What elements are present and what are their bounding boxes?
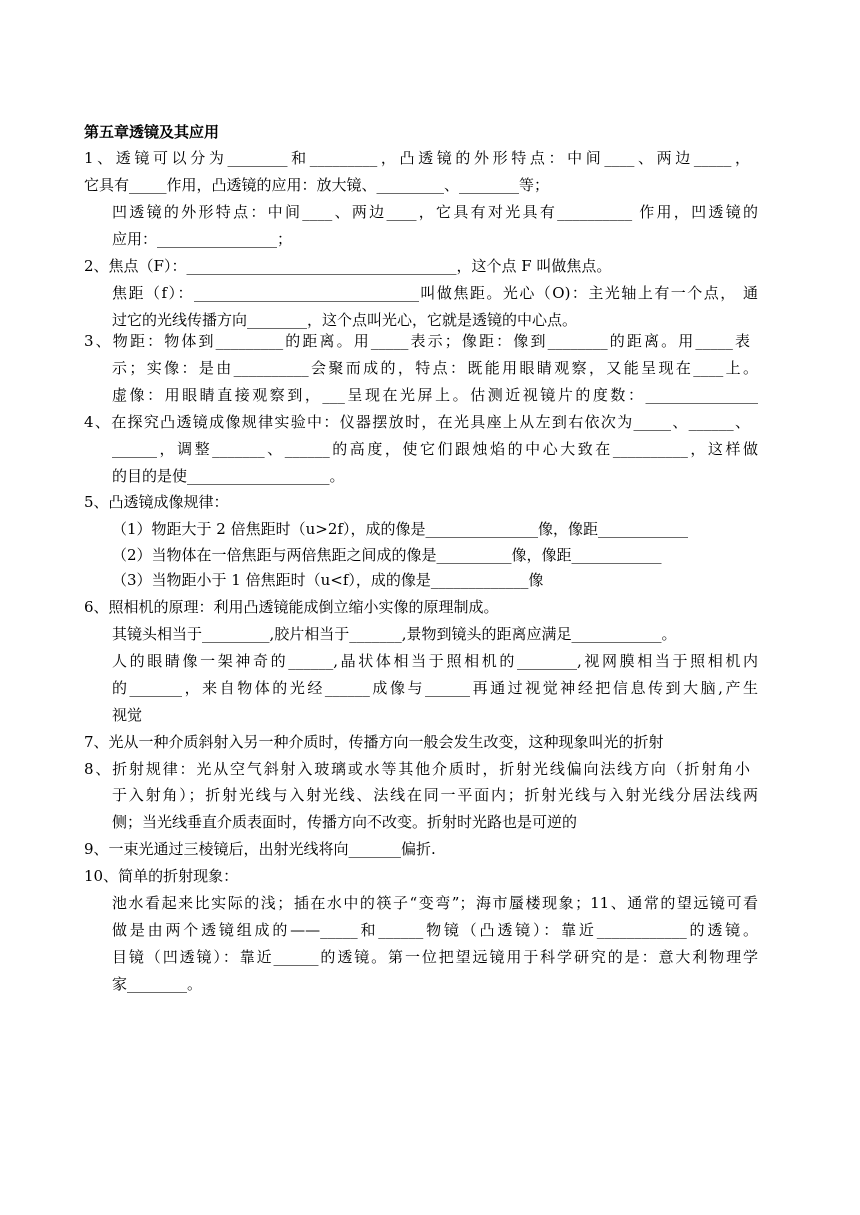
text-line: 人的眼睛像一架神奇的______,晶状体相当于照相机的________,视网膜相当于照相机内 xyxy=(112,652,758,670)
text-line: 5、凸透镜成像规律： xyxy=(84,493,229,511)
text-line: 7、光从一种介质斜射入另一种介质时，传播方向一般会发生改变，这种现象叫光的折射 xyxy=(84,733,664,751)
text-line: 2、焦点（F）：____________________________________，这个点 F 叫做焦点。 xyxy=(84,257,612,275)
text-line: 10、简单的折射现象： xyxy=(84,867,239,885)
text-line: 4、在探究凸透镜成像规律实验中：仪器摆放时，在光具座上从左到右依次为_____、______、 xyxy=(84,413,750,431)
text-line: 1、透镜可以分为________和_________，凸透镜的外形特点：中间____、两边_____， xyxy=(84,149,750,167)
text-line: 过它的光线传播方向________，这个点叫光心，它就是透镜的中心点。 xyxy=(112,311,578,329)
text-line: 凹透镜的外形特点：中间____、两边____，它具有对光具有__________ 作用，凹透镜的 xyxy=(112,203,758,221)
text-line: 的_______，来自物体的光经______成像与______再通过视觉神经把信息传到大脑,产生 xyxy=(112,679,758,697)
text-line: （1）物距大于 2 倍焦距时（u>2f），成的像是_______________像，像距____________ xyxy=(112,520,688,538)
text-line: 的目的是使___________________。 xyxy=(112,467,345,485)
text-line: （2）当物体在一倍焦距与两倍焦距之间成的像是__________像，像距____________ xyxy=(112,546,662,564)
text-line: 示；实像：是由__________会聚而成的，特点：既能用眼睛观察，又能呈现在____上。 xyxy=(112,359,758,377)
text-line: 8、折射规律：光从空气斜射入玻璃或水等其他介质时，折射光线偏向法线方向（折射角小 xyxy=(84,760,750,778)
text-line: 焦距（f）：______________________________叫做焦距。光心（O)：主光轴上有一个点， 通 xyxy=(112,284,758,302)
text-line: 目镜（凹透镜）：靠近______的透镜。第一位把望远镜用于科学研究的是：意大利物理学 xyxy=(112,948,758,966)
text-line: 视觉 xyxy=(112,706,143,724)
chapter-title: 第五章透镜及其应用 xyxy=(84,123,220,141)
text-line: 侧；当光线垂直介质表面时，传播方向不改变。折射时光路也是可逆的 xyxy=(112,813,578,831)
text-line: 6、照相机的原理：利用凸透镜能成倒立缩小实像的原理制成。 xyxy=(84,598,499,616)
text-line: 其镜头相当于_________,胶片相当于_______,景物到镜头的距离应满足____________。 xyxy=(112,625,677,643)
text-line: 9、一束光通过三棱镜后，出射光线将向_______偏折. xyxy=(84,840,436,858)
text-line: 做是由两个透镜组成的——_____和______物镜（凸透镜）：靠近____________的透镜。 xyxy=(112,921,758,939)
text-line: 池水看起来比实际的浅；插在水中的筷子“变弯”；海市蜃楼现象；11、通常的望远镜可看 xyxy=(112,894,758,912)
text-line: 应用：________________； xyxy=(112,230,293,248)
text-line: 它具有_____作用，凸透镜的应用：放大镜、_________、________等； xyxy=(84,176,550,194)
text-line: 3、物距：物体到_________的距离。用_____表示；像距：像到________的距离。用_____表 xyxy=(84,332,750,350)
text-line: 于入射角）；折射光线与入射光线、法线在同一平面内；折射光线与入射光线分居法线两 xyxy=(112,786,758,804)
text-line: 虚像：用眼睛直接观察到，___呈现在光屏上。估测近视镜片的度数：_______________ xyxy=(112,386,758,404)
text-line: 家________。 xyxy=(112,975,203,993)
text-line: ______，调整_______、______的高度，使它们跟烛焰的中心大致在__________，这样做 xyxy=(112,440,758,458)
text-line: （3）当物距小于 1 倍焦距时（u<f），成的像是_____________像 xyxy=(112,571,544,589)
